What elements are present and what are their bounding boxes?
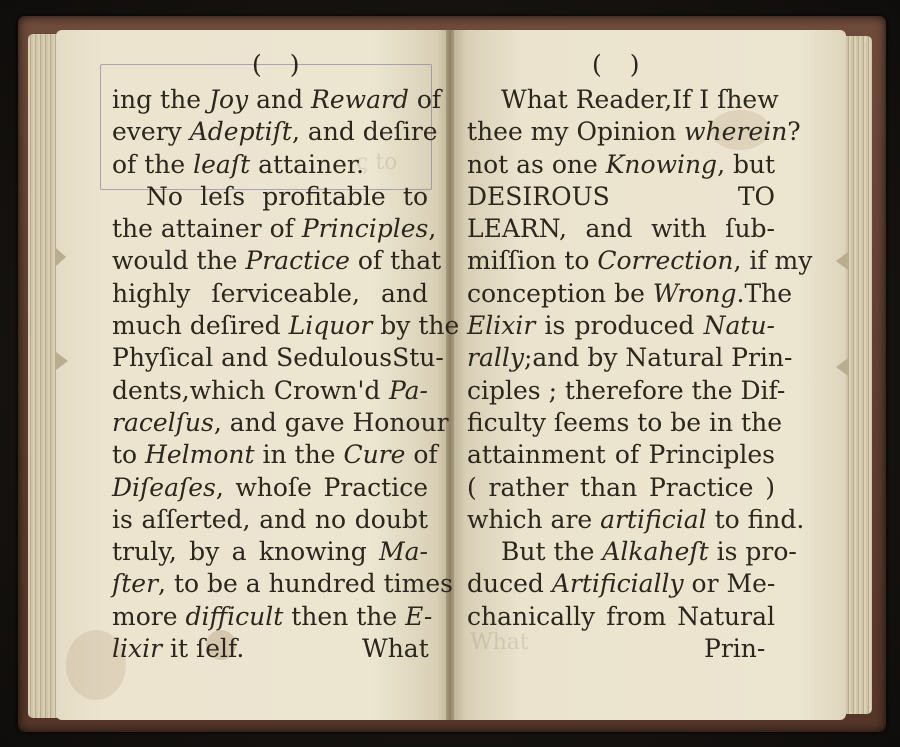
text-fragment: ſter xyxy=(112,569,159,599)
text-fragment: which are xyxy=(467,504,601,534)
text-fragment: ciples ; therefore the Dif- xyxy=(467,375,786,405)
text-fragment: Diſeaſes xyxy=(112,472,216,502)
text-fragment: then the xyxy=(283,601,406,631)
right-page: What xyxy=(450,30,846,720)
text-fragment: difficult xyxy=(185,601,284,631)
text-fragment: No leſs profitable to xyxy=(146,181,428,211)
right-page-number: ( ) xyxy=(592,50,650,79)
text-line xyxy=(467,245,813,277)
text-fragment: of xyxy=(405,440,438,470)
text-fragment: Elixir xyxy=(467,311,536,341)
text-fragment: Ma- xyxy=(379,537,428,567)
text-line xyxy=(112,472,428,504)
text-fragment: Phyſical and SedulousStu- xyxy=(112,343,444,373)
text-fragment: ;and by Natural Prin- xyxy=(523,343,793,373)
text-fragment: duced xyxy=(467,569,552,599)
text-line xyxy=(467,536,797,568)
text-fragment: chanically from Natural xyxy=(467,601,775,631)
text-fragment: racelſus xyxy=(112,407,214,437)
text-fragment: Practice xyxy=(245,246,350,276)
text-fragment: the attainer of xyxy=(112,214,302,244)
text-fragment: attainment of Principles xyxy=(467,440,775,470)
text-line xyxy=(112,536,428,568)
text-fragment: more xyxy=(112,601,186,631)
text-fragment: But the xyxy=(501,537,603,567)
text-fragment: Principles xyxy=(301,214,429,244)
text-fragment: Helmont xyxy=(145,440,255,470)
text-fragment: , xyxy=(428,214,437,244)
text-fragment: it ſelf. xyxy=(162,634,245,664)
text-fragment: thee my Opinion xyxy=(467,117,685,147)
text-fragment: attainer. xyxy=(250,149,365,179)
text-fragment: ficulty ſeems to be in the xyxy=(467,407,782,437)
text-fragment: highly ſerviceable, and xyxy=(112,278,428,308)
text-fragment: every xyxy=(112,117,190,147)
text-line xyxy=(112,407,449,439)
text-fragment: to find. xyxy=(706,504,805,534)
text-fragment: Liquor xyxy=(288,311,373,341)
text-fragment: , and deſire xyxy=(291,117,438,147)
text-line xyxy=(112,568,453,600)
text-fragment: Wrong xyxy=(652,278,737,308)
text-line xyxy=(112,116,438,148)
left-catchword: What xyxy=(362,634,429,663)
text-line xyxy=(467,601,775,633)
text-fragment: DESIROUS TO xyxy=(467,181,775,211)
text-fragment: conception be xyxy=(467,278,653,308)
text-fragment: lixir xyxy=(112,634,163,664)
text-line xyxy=(112,342,444,374)
text-line xyxy=(112,245,442,277)
text-line xyxy=(112,601,433,633)
text-fragment: Natu- xyxy=(703,311,775,341)
text-fragment: Artificially xyxy=(551,569,684,599)
text-line xyxy=(112,439,438,471)
text-fragment: and xyxy=(248,85,312,114)
left-page-number: ( ) xyxy=(252,50,310,79)
text-fragment: Knowing xyxy=(605,149,718,179)
text-fragment: to xyxy=(112,440,146,470)
text-line xyxy=(112,504,428,536)
text-fragment: , if my xyxy=(733,246,813,276)
text-line xyxy=(112,213,437,245)
text-line xyxy=(467,342,793,374)
text-line xyxy=(467,407,782,439)
text-line xyxy=(467,375,786,407)
text-fragment: Reward xyxy=(311,85,409,114)
text-fragment: Pa- xyxy=(388,375,428,405)
text-fragment: ? xyxy=(787,117,801,147)
text-fragment: leaſt xyxy=(193,149,251,179)
text-fragment: , to be a hundred times xyxy=(158,569,453,599)
text-line xyxy=(112,149,428,181)
text-fragment: Adeptiſt xyxy=(189,117,292,147)
text-line xyxy=(467,504,805,536)
text-fragment: or Me- xyxy=(683,569,776,599)
text-fragment: ( rather than Practice ) xyxy=(467,472,775,502)
text-fragment: Correction xyxy=(597,246,734,276)
text-line xyxy=(112,181,428,213)
text-fragment: in the xyxy=(254,440,344,470)
text-fragment: artificial xyxy=(600,504,707,534)
text-line xyxy=(467,116,801,148)
text-line xyxy=(467,439,775,471)
text-fragment: miſſion to xyxy=(467,246,598,276)
text-fragment: ing the xyxy=(112,85,209,114)
right-catchword: Prin- xyxy=(704,634,766,663)
text-fragment: would the xyxy=(112,246,246,276)
text-fragment: Cure xyxy=(343,440,406,470)
text-fragment: of that xyxy=(349,246,442,276)
text-line xyxy=(112,84,442,116)
text-fragment: not as one xyxy=(467,149,606,179)
text-fragment: , whoſe Practice xyxy=(215,472,428,502)
text-line xyxy=(467,181,775,213)
text-fragment: LEARN, and with ſub- xyxy=(467,214,775,244)
text-fragment: by the xyxy=(372,311,460,341)
text-line xyxy=(112,375,428,407)
text-fragment: of xyxy=(408,85,442,114)
text-line xyxy=(467,472,775,504)
text-line xyxy=(467,278,793,310)
text-fragment: Alkaheſt xyxy=(602,537,709,567)
text-line xyxy=(112,310,460,342)
text-fragment: dents,which Crown'd xyxy=(112,375,389,405)
text-fragment: , and gave Honour xyxy=(213,407,449,437)
text-fragment: .The xyxy=(736,278,793,308)
book-gutter xyxy=(446,30,454,720)
text-line xyxy=(467,213,775,245)
text-fragment: truly, by a knowing xyxy=(112,537,380,567)
text-fragment: is aſſerted, and no doubt xyxy=(112,504,428,534)
text-line xyxy=(467,149,775,181)
left-page-text xyxy=(112,84,460,665)
text-fragment: is produced xyxy=(535,311,704,341)
text-fragment: is pro- xyxy=(708,537,797,567)
right-page-text xyxy=(467,84,813,633)
text-fragment: much deſired xyxy=(112,311,289,341)
text-fragment: wherein xyxy=(684,117,788,147)
text-line xyxy=(467,568,775,600)
text-line xyxy=(467,84,779,116)
text-fragment: , but xyxy=(717,149,776,179)
text-fragment: E- xyxy=(405,601,433,631)
text-line xyxy=(112,278,428,310)
text-fragment: Joy xyxy=(208,85,249,114)
text-fragment: rally xyxy=(467,343,524,373)
text-fragment: What Reader,If I ſhew xyxy=(501,85,779,114)
text-fragment: of the xyxy=(112,149,194,179)
text-line xyxy=(467,310,775,342)
left-page: ς to xyxy=(56,30,452,720)
